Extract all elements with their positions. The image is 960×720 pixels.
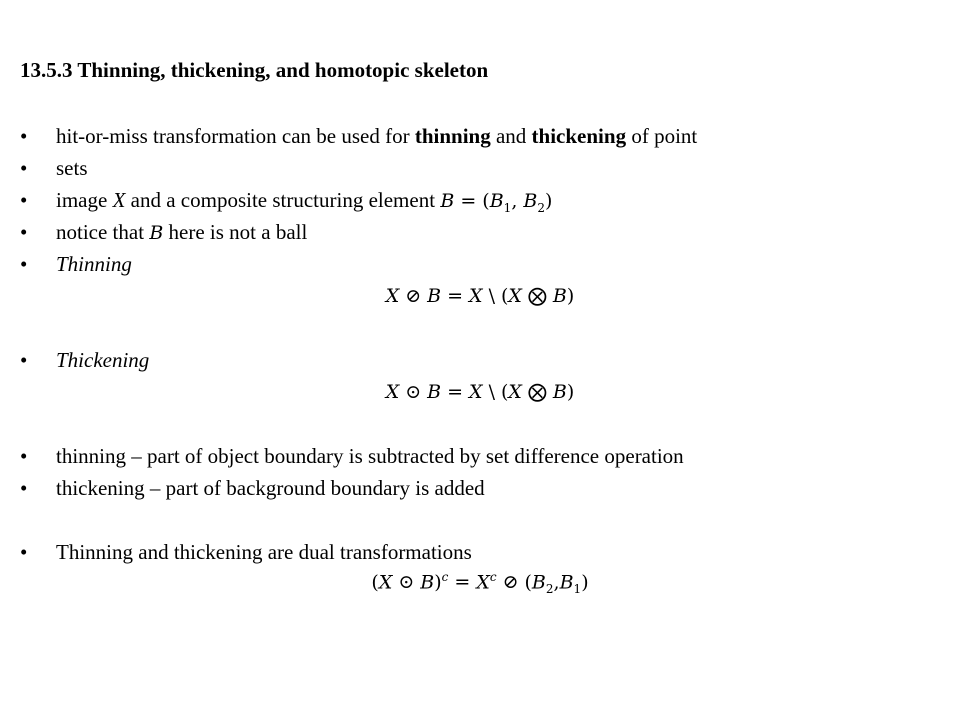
bullet-text-pre: image	[56, 188, 113, 212]
bullet-notice	[20, 220, 307, 245]
bullet-text-pre: notice that	[56, 220, 150, 244]
bullet-dot: •	[20, 476, 28, 500]
bullet-dual	[20, 540, 472, 565]
bullet-text: sets	[56, 156, 88, 180]
bullet-text-mid: and	[490, 124, 532, 148]
formula-thinning: X ⊘ B = X \ (X ⨂ B)	[385, 285, 575, 307]
bullet-thickening	[20, 348, 149, 373]
bullet-dot: •	[20, 348, 28, 372]
bullet-dot: •	[20, 444, 28, 468]
bullet-text-pre: hit-or-miss transformation can be used for	[56, 124, 415, 148]
slide-title: 13.5.3 Thinning, thickening, and homotopic skeleton	[20, 58, 489, 82]
bullet-thickening-desc	[20, 476, 485, 501]
bullet-dot: •	[20, 156, 28, 180]
bullet-text: Thickening	[56, 348, 150, 372]
hit-or-miss-operator-icon: ⨂	[527, 381, 547, 403]
var-x: X	[112, 188, 126, 212]
bullet-structuring-element	[20, 188, 552, 215]
bullet-hit-or-miss	[20, 124, 697, 149]
inline-math-b: B	[149, 222, 164, 244]
bullet-dot: •	[20, 220, 28, 244]
formula-thickening: X ⊙ B = X \ (X ⨂ B)	[385, 381, 575, 403]
bullet-text: thickening – part of background boundary is added	[56, 476, 485, 500]
bullet-bold-thickening: thickening	[531, 124, 627, 148]
bullet-thinning	[20, 252, 132, 277]
formula-duality: (X ⊙ $B)^c = X^c$ ⊘ $(B_2,B_1)$	[371, 570, 589, 597]
hit-or-miss-operator-icon: ⨂	[527, 285, 547, 307]
bullet-text: Thinning and thickening are dual transformations	[56, 540, 472, 564]
bullet-dot: •	[20, 188, 28, 212]
bullet-thinning-desc	[20, 444, 684, 469]
bullet-text: thinning – part of object boundary is subtracted by set difference operation	[56, 444, 684, 468]
bullet-dot: •	[20, 124, 28, 148]
thinning-operator-icon: ⊘	[502, 571, 519, 594]
thinning-operator-icon: ⊘	[405, 285, 422, 307]
bullet-dot: •	[20, 252, 28, 276]
thickening-operator-icon: ⊙	[398, 571, 415, 594]
bullet-text-post: of point	[626, 124, 698, 148]
bullet-text-mid: and a composite structuring element	[125, 188, 441, 212]
bullet-sets	[20, 156, 88, 181]
thickening-operator-icon: ⊙	[405, 381, 422, 403]
bullet-bold-thinning: thinning	[414, 124, 491, 148]
bullet-text: Thinning	[56, 252, 132, 276]
inline-math-b: $B = (B_1$, $B_2$)	[440, 190, 553, 215]
bullet-text-post: here is not a ball	[163, 220, 308, 244]
bullet-dot: •	[20, 540, 28, 564]
